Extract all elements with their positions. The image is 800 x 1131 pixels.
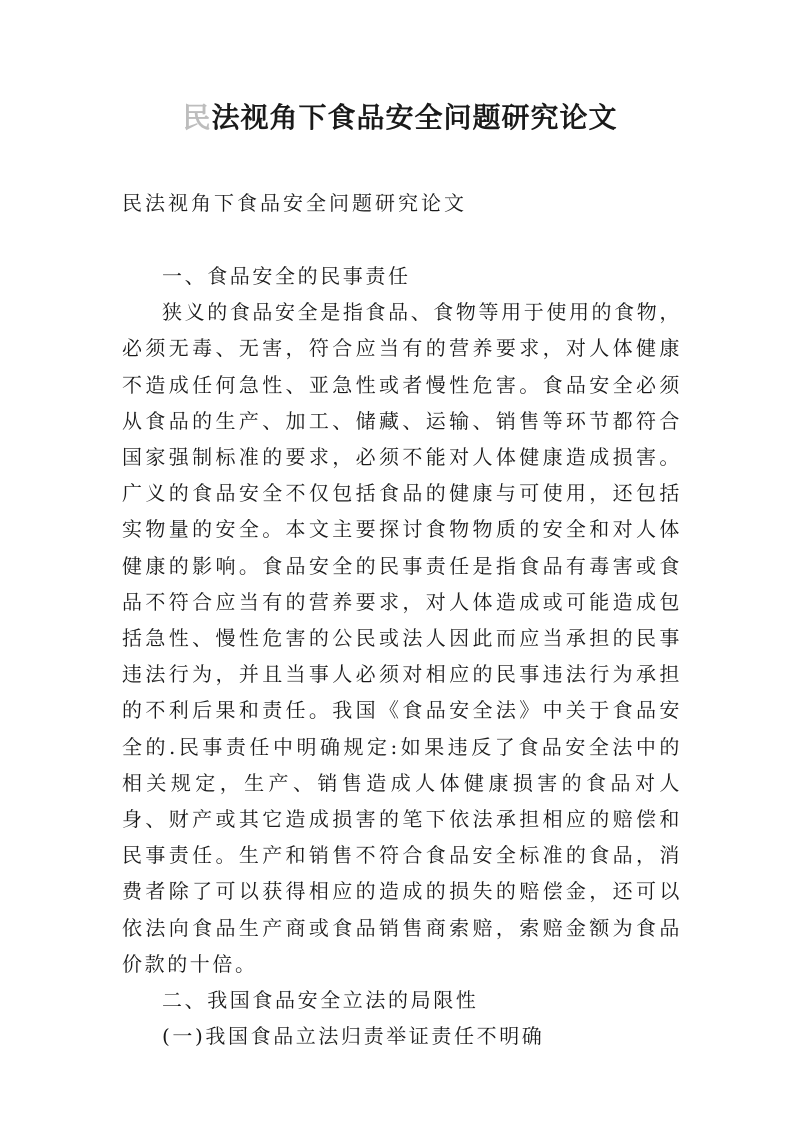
document-subtitle: 民法视角下食品安全问题研究论文 — [122, 191, 467, 215]
title-rest: 法视角下食品安全问题研究论文 — [211, 101, 618, 134]
subsection-heading-1: (一)我国食品立法归责举证责任不明确 — [162, 1024, 545, 1049]
title-first-char: 民 — [182, 101, 212, 134]
section-heading-2: 二、我国食品安全立法的局限性 — [162, 988, 479, 1013]
document-title — [0, 98, 800, 138]
body-paragraph: 狭义的食品安全是指食品、食物等用于使用的食物，必须无毒、无害，符合应当有的营养要求，对人体健康不造成任何急性、亚急性或者慢性危害。食品安全必须从食品的生产、加工、储藏、运输、销售等环节都符合国家强制标准的要求，必须不能对人体健康造成损害。广义的食品安全不仅包括食品的健康与可使用，还包括实物量的安全。本文主要探讨食物物质的安全和对人体健康的影响。食品安全的民事责任是指食品有毒害或食品不符合应当有的营养要求，对人体造成或可能造成包括急性、慢性危害的公民或法人因此而应当承担的民事违法行为，并且当事人必须对相应的民事违法行为承担的不利后果和责任。我国《食品安全法》中关于食品安全的.民事责任中明确规定:如果违反了食品安全法中的相关规定，生产、销售造成人体健康损害的食品对人身、财产或其它造成损害的笔下依法承担相应的赔偿和民事责任。生产和销售不符合食品安全标准的食品，消费者除了可以获得相应的造成的损失的赔偿金，还可以依法向食品生产商或食品销售商索赔，索赔金额为食品价款的十倍。 — [122, 300, 682, 976]
section-heading-1: 一、食品安全的民事责任 — [162, 264, 411, 288]
document-body — [122, 258, 682, 1054]
